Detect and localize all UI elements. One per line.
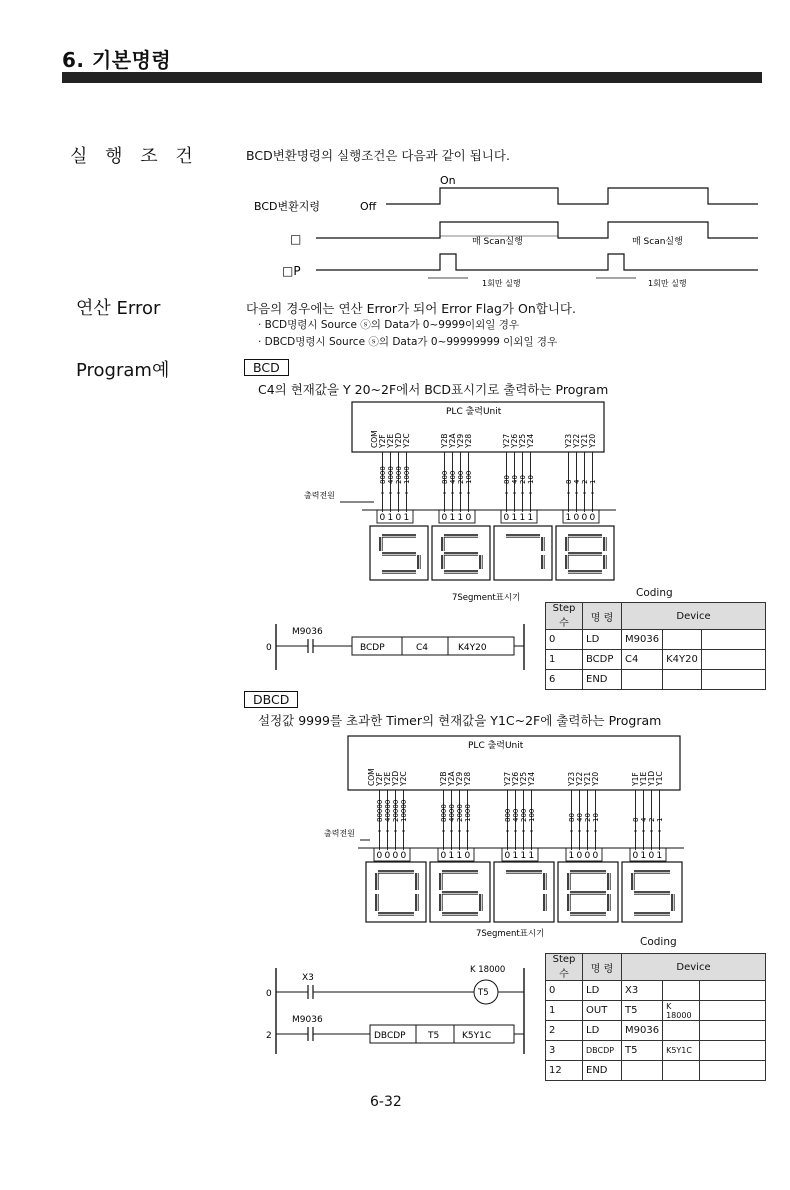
dbcd-weight-label: 2000 (456, 804, 464, 822)
dbcd-y-label: Y1E (639, 771, 648, 786)
error-item-bcd: · BCD명령시 Source ⓢ의 Data가 0~9999이외일 경우 (258, 319, 520, 331)
bcd-weight-label: 200 (457, 470, 465, 484)
dbcd-y-label: Y23 (567, 771, 576, 786)
bcd-bit: 1 (387, 513, 394, 523)
dbcd-bit: 1 (456, 851, 463, 861)
bcd-y-label: Y2A (448, 433, 457, 448)
dbcd-y-label: Y27 (503, 771, 512, 786)
dbcd-bit: 0 (504, 851, 511, 861)
dbcd-bit: 1 (520, 851, 527, 861)
dbcd-coding-label: Coding (640, 936, 677, 948)
bcd-weight-label: 4000 (387, 466, 395, 484)
dbcd-bit: 1 (640, 851, 647, 861)
table-row: 2 LD M9036 (546, 1021, 766, 1041)
timing-scan-label-2: 매 Scan실행 (632, 237, 683, 247)
bcd-y-label: Y24 (526, 433, 535, 448)
dbcd-y-label: Y21 (583, 771, 592, 786)
dbcd-weight-label: 10000 (400, 799, 408, 822)
bcd-weight-label: 20 (519, 475, 527, 484)
table-row: 0 LD M9036 (546, 630, 766, 650)
timing-once-label-1: 1회만 실행 (482, 279, 521, 288)
dbcd-y-label: Y26 (511, 771, 520, 786)
page-header-title: 6. 기본명령 (62, 48, 172, 72)
dbcd-ladder-step0: 0 (266, 989, 272, 999)
bcd-ladder-step0: 0 (266, 643, 272, 653)
bcd-y-label: Y23 (564, 433, 573, 448)
bcd-bit: 0 (573, 513, 580, 523)
bcd-ladder-src: C4 (416, 643, 429, 653)
bcd-y-label: Y20 (588, 433, 597, 448)
bcd-weight-label: 4 (573, 479, 581, 484)
bcd-coding-table (545, 602, 766, 690)
bcd-weight-label: 8 (565, 479, 573, 484)
timing-row2-label: □ (290, 232, 302, 246)
dbcd-ladder-instr: DBCDP (374, 1031, 406, 1041)
dbcd-weight-label: 100 (528, 808, 536, 822)
dbcd-ladder-contact2: M9036 (292, 1015, 323, 1025)
timing-row3-label: □P (282, 264, 301, 278)
dbcd-y-label: Y20 (591, 771, 600, 786)
bcd-y-label: Y2D (394, 432, 403, 448)
bcd-desc: C4의 현재값을 Y 20~2F에서 BCD표시기로 출력하는 Program (258, 382, 609, 397)
dbcd-output-power: 출력전원 (324, 829, 355, 838)
dbcd-y-label: Y2C (399, 771, 408, 786)
bcd-y-label: Y27 (502, 433, 511, 448)
dbcd-weight-label: 20 (584, 813, 592, 822)
dbcd-y-label: Y1C (655, 771, 664, 786)
bcd-coding-label: Coding (636, 587, 673, 599)
dbcd-ladder-step2: 2 (266, 1031, 272, 1041)
bcd-weight-label: 100 (465, 470, 473, 484)
dbcd-ladder-timer: T5 (478, 988, 489, 998)
bcd-weight-label: 1000 (403, 466, 411, 484)
dbcd-th-device: Device (622, 954, 766, 981)
dbcd-weight-label: 200 (520, 808, 528, 822)
dbcd-bit: 1 (528, 851, 535, 861)
bcd-ladder (262, 618, 534, 674)
bcd-bit: 0 (395, 513, 402, 523)
bcd-y-label: Y2C (402, 433, 411, 448)
dbcd-th-step: Step수 (546, 954, 583, 981)
dbcd-weight-label: 20000 (392, 799, 400, 822)
dbcd-desc: 설정값 9999를 초과한 Timer의 현재값을 Y1C~2F에 출력하는 Program (258, 713, 662, 728)
dbcd-y-label: Y28 (463, 771, 472, 786)
bcd-bit: 1 (403, 513, 410, 523)
dbcd-y-label: Y2E (383, 771, 392, 786)
bcd-y-label: Y2F (378, 434, 387, 448)
dbcd-y-label: Y1F (631, 772, 640, 786)
bcd-tag: BCD (244, 359, 289, 376)
bcd-weight-label: 800 (441, 470, 449, 484)
dbcd-weight-label: 40000 (384, 799, 392, 822)
dbcd-bit: 0 (592, 851, 599, 861)
dbcd-bit: 0 (632, 851, 639, 861)
dbcd-ladder (262, 962, 534, 1062)
dbcd-tag: DBCD (244, 691, 298, 708)
bcd-bit: 0 (441, 513, 448, 523)
dbcd-bit: 0 (648, 851, 655, 861)
bcd-wiring-diagram (300, 398, 630, 604)
bcd-weight-label: 8000 (379, 466, 387, 484)
bcd-y-label: Y2E (386, 433, 395, 448)
bcd-unit-label: PLC 출력Unit (446, 407, 502, 417)
dbcd-bit: 0 (376, 851, 383, 861)
bcd-y-label: Y25 (518, 433, 527, 448)
timing-off-label: Off (360, 200, 377, 213)
bcd-bit: 0 (379, 513, 386, 523)
dbcd-bit: 0 (464, 851, 471, 861)
dbcd-segment-label: 7Segment표시기 (476, 929, 545, 939)
dbcd-weight-label: 80 (568, 813, 576, 822)
bcd-y-label: Y26 (510, 433, 519, 448)
error-desc: 다음의 경우에는 연산 Error가 되어 Error Flag가 On합니다. (246, 301, 576, 316)
timing-on-label: On (440, 174, 456, 187)
bcd-weight-label: 2 (581, 479, 589, 484)
timing-scan-label-1: 매 Scan실행 (472, 237, 523, 247)
dbcd-bit: 0 (384, 851, 391, 861)
dbcd-wiring-diagram (300, 732, 690, 942)
timing-once-label-2: 1회만 실행 (648, 279, 687, 288)
dbcd-y-label: Y24 (527, 771, 536, 786)
dbcd-bit: 1 (512, 851, 519, 861)
dbcd-y-label: Y22 (575, 771, 584, 786)
bcd-output-power: 출력전원 (304, 491, 335, 500)
dbcd-bit: 0 (392, 851, 399, 861)
error-label: 연산 Error (76, 298, 161, 319)
dbcd-y-label: Y2A (447, 771, 456, 786)
bcd-bit: 1 (519, 513, 526, 523)
bcd-th-device: Device (622, 603, 766, 630)
dbcd-y-label: Y2D (391, 770, 400, 786)
dbcd-y-label: Y2F (375, 772, 384, 786)
bcd-y-label: Y29 (456, 433, 465, 448)
dbcd-weight-label: 400 (512, 808, 520, 822)
dbcd-bit: 0 (440, 851, 447, 861)
bcd-weight-label: 2000 (395, 466, 403, 484)
timing-row1-label: BCD변환지령 (254, 200, 321, 213)
dbcd-ladder-dst: K5Y1C (462, 1031, 492, 1041)
bcd-bit: 1 (457, 513, 464, 523)
table-row: 0 LD X3 (546, 981, 766, 1001)
page-number: 6-32 (370, 1094, 402, 1110)
bcd-bit: 0 (503, 513, 510, 523)
table-row: 3 DBCDP T5 K5Y1C (546, 1041, 766, 1061)
timing-diagram (240, 168, 770, 292)
dbcd-bit: 1 (656, 851, 663, 861)
bcd-y-label: Y22 (572, 433, 581, 448)
bcd-bit: 1 (449, 513, 456, 523)
bcd-ladder-instr: BCDP (360, 643, 385, 653)
dbcd-bit: 0 (584, 851, 591, 861)
dbcd-ladder-src: T5 (428, 1031, 440, 1041)
bcd-y-label: COM (370, 430, 379, 448)
table-row: 1 BCDP C4 K4Y20 (546, 650, 766, 670)
bcd-weight-label: 80 (503, 475, 511, 484)
dbcd-weight-label: 8000 (440, 804, 448, 822)
dbcd-weight-label: 1000 (464, 804, 472, 822)
dbcd-y-label: Y29 (455, 771, 464, 786)
exec-condition-label: 실 행 조 건 (70, 146, 199, 167)
dbcd-y-label: Y1D (647, 770, 656, 786)
bcd-y-label: Y21 (580, 433, 589, 448)
dbcd-y-label: Y2B (439, 771, 448, 786)
table-row: 6 END (546, 670, 766, 690)
dbcd-weight-label: 800 (504, 808, 512, 822)
bcd-weight-label: 400 (449, 470, 457, 484)
bcd-ladder-contact-label: M9036 (292, 627, 323, 637)
dbcd-bit: 0 (576, 851, 583, 861)
dbcd-unit-label: PLC 출력Unit (468, 741, 524, 751)
dbcd-weight-label: 8 (632, 817, 640, 822)
bcd-bit: 0 (465, 513, 472, 523)
table-row: 12 END (546, 1061, 766, 1081)
dbcd-bit: 0 (400, 851, 407, 861)
dbcd-weight-label: 4000 (448, 804, 456, 822)
bcd-weight-label: 40 (511, 475, 519, 484)
bcd-bit: 1 (527, 513, 534, 523)
bcd-segment-label: 7Segment표시기 (452, 593, 521, 603)
error-item-dbcd: · DBCD명령시 Source ⓢ의 Data가 0~99999999 이외일 경우 (258, 336, 558, 348)
dbcd-weight-label: 80000 (376, 799, 384, 822)
bcd-ladder-dst: K4Y20 (458, 643, 487, 653)
bcd-bit: 0 (581, 513, 588, 523)
bcd-weight-label: 10 (527, 475, 535, 484)
dbcd-th-instr: 명 령 (583, 954, 622, 981)
program-label: Program예 (76, 360, 170, 381)
exec-condition-desc: BCD변환명령의 실행조건은 다음과 같이 됩니다. (246, 148, 510, 163)
dbcd-y-label: COM (367, 768, 376, 786)
dbcd-ladder-timer-set: K 18000 (470, 965, 506, 975)
bcd-y-label: Y28 (464, 433, 473, 448)
bcd-weight-label: 1 (589, 479, 597, 484)
header-divider (62, 72, 762, 83)
bcd-th-instr: 명 령 (583, 603, 622, 630)
bcd-th-step: Step수 (546, 603, 583, 630)
bcd-bit: 0 (589, 513, 596, 523)
table-row: 1 OUT T5 K 18000 (546, 1001, 766, 1021)
dbcd-weight-label: 4 (640, 817, 648, 822)
dbcd-ladder-contact1: X3 (302, 973, 314, 983)
dbcd-weight-label: 10 (592, 813, 600, 822)
dbcd-weight-label: 40 (576, 813, 584, 822)
dbcd-weight-label: 2 (648, 817, 656, 822)
dbcd-bit: 1 (448, 851, 455, 861)
bcd-y-label: Y2B (440, 433, 449, 448)
dbcd-y-label: Y25 (519, 771, 528, 786)
bcd-bit: 1 (565, 513, 572, 523)
bcd-bit: 1 (511, 513, 518, 523)
dbcd-bit: 1 (568, 851, 575, 861)
dbcd-weight-label: 1 (656, 817, 664, 822)
dbcd-coding-table (545, 953, 766, 1081)
